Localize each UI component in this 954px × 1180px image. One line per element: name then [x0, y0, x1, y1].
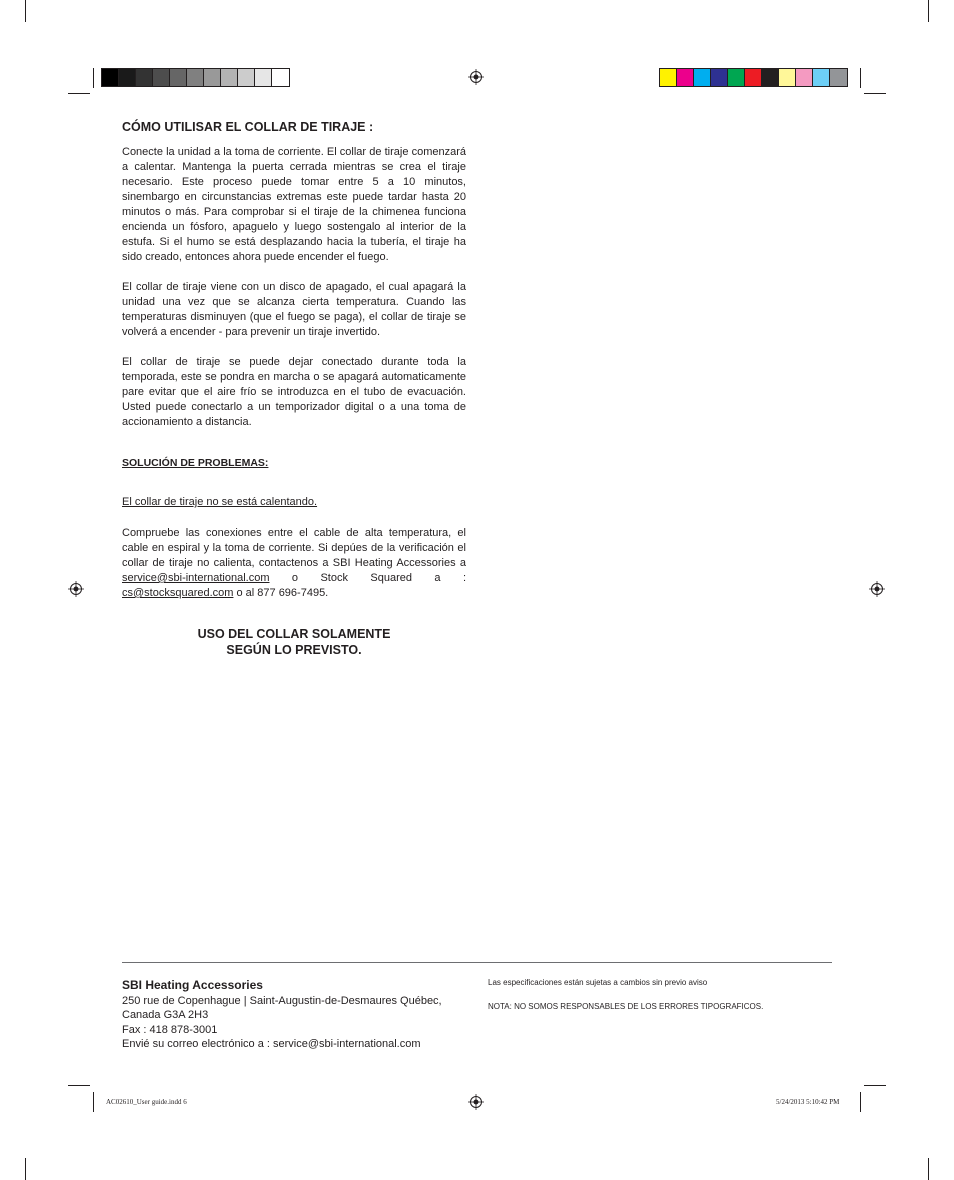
grayscale-swatch-0: [102, 69, 119, 86]
registration-mark-icon: [468, 1094, 484, 1110]
grayscale-color-bar: [101, 68, 290, 87]
registration-mark-icon: [869, 581, 885, 597]
process-swatch-5: [745, 69, 762, 86]
troubleshooting-title: SOLUCIÓN DE PROBLEMAS:: [122, 457, 269, 469]
crop-mark: [25, 0, 26, 22]
typo-disclaimer: NOTA: NO SOMOS RESPONSABLES DE LOS ERRORES TIPOGRAFICOS.: [488, 1002, 764, 1011]
grayscale-swatch-5: [187, 69, 204, 86]
process-swatch-8: [796, 69, 813, 86]
timestamp-slug: 5/24/2013 5:10:42 PM: [776, 1098, 840, 1106]
registration-mark-icon: [468, 69, 484, 85]
grayscale-swatch-6: [204, 69, 221, 86]
address-line-2: Canada G3A 2H3: [122, 1009, 209, 1021]
grayscale-swatch-4: [170, 69, 187, 86]
grayscale-swatch-3: [153, 69, 170, 86]
crop-mark: [93, 68, 94, 88]
footer-divider: [122, 962, 832, 963]
crop-mark: [864, 1085, 886, 1086]
instructions-column: [122, 145, 466, 430]
legal-notes: [488, 978, 828, 1012]
troubleshooting-text-middle: o Stock Squared a :: [269, 572, 466, 584]
paragraph-season-use: El collar de tiraje se puede dejar conectado durante toda la temporada, este se pondra en marcha o se apagará automaticamente pare evitar que el aire frío se introduzca en el tubo de evacuación. Usted puede conectarlo a un temporizador digital o a una toma de accionamiento a distancia.: [122, 356, 466, 428]
process-swatch-9: [813, 69, 830, 86]
stocksquared-email-link[interactable]: cs@stocksquared.com: [122, 587, 234, 599]
crop-mark: [25, 1158, 26, 1180]
process-swatch-1: [677, 69, 694, 86]
issue-heading: El collar de tiraje no se está calentando.: [122, 496, 318, 508]
troubleshooting-column: [122, 526, 466, 601]
crop-mark: [68, 1085, 90, 1086]
notice-line-2: SEGÚN LO PREVISTO.: [226, 643, 362, 657]
grayscale-swatch-9: [255, 69, 272, 86]
section-title: CÓMO UTILISAR EL COLLAR DE TIRAJE :: [122, 120, 374, 134]
spec-change-note: Las especificaciones están sujetas a cambios sin previo aviso: [488, 978, 708, 987]
process-swatch-2: [694, 69, 711, 86]
company-info: [122, 978, 472, 1052]
process-color-bar: [659, 68, 848, 87]
grayscale-swatch-8: [238, 69, 255, 86]
crop-mark: [928, 0, 929, 22]
process-swatch-0: [660, 69, 677, 86]
registration-mark-icon: [68, 581, 84, 597]
intended-use-notice: [122, 626, 466, 658]
crop-mark: [860, 1092, 861, 1112]
grayscale-swatch-10: [272, 69, 289, 86]
crop-mark: [864, 93, 886, 94]
troubleshooting-paragraph: [122, 526, 466, 601]
company-name: SBI Heating Accessories: [122, 978, 263, 992]
address-line-1: 250 rue de Copenhague | Saint-Augustin-de-Desmaures Québec,: [122, 994, 442, 1007]
troubleshooting-text: Compruebe las conexiones entre el cable de alta temperatura, el cable en espiral y la toma de corriente. Si depúes de la verificación el collar de tiraje no calienta, contactenos a SBI Heating Accessories a: [122, 527, 466, 569]
troubleshooting-issue: [122, 495, 466, 510]
crop-mark: [860, 68, 861, 88]
process-swatch-4: [728, 69, 745, 86]
file-slug: AC02610_User guide.indd 6: [106, 1098, 187, 1106]
service-email-link[interactable]: service@sbi-international.com: [122, 572, 270, 584]
process-swatch-7: [779, 69, 796, 86]
grayscale-swatch-2: [136, 69, 153, 86]
crop-mark: [928, 1158, 929, 1180]
paragraph-shutoff-disc: El collar de tiraje viene con un disco de apagado, el cual apagará la unidad una vez que se alcanza cierta temperatura. Cuando las temperaturas disminuyen (que el fuego se paga), el collar de tiraje se volverá a encender - para prevenir un tiraje invertido.: [122, 281, 466, 338]
process-swatch-10: [830, 69, 847, 86]
phone-text: o al 877 696-7495.: [233, 587, 329, 599]
contact-email: Envié su correo electrónico a : service@sbi-international.com: [122, 1038, 421, 1050]
crop-mark: [68, 93, 90, 94]
fax-number: Fax : 418 878-3001: [122, 1023, 218, 1036]
grayscale-swatch-1: [119, 69, 136, 86]
grayscale-swatch-7: [221, 69, 238, 86]
notice-line-1: USO DEL COLLAR SOLAMENTE: [197, 627, 391, 641]
crop-mark: [93, 1092, 94, 1112]
paragraph-connect: Conecte la unidad a la toma de corriente. El collar de tiraje comenzará a calentar. Mantenga la puerta cerrada mientras se crea el tiraje necesario. Este proceso puede tomar entre 5 a 10 minutos, sinembargo en circunstancias extremas este puede tardar hasta 20 minutos o más. Para comprobar si el tiraje de la chimenea funciona encienda un fósforo, apaguelo y luego sostengalo al interior de la estufa. Si el humo se está desplazando hacia la tubería, el tiraje ha sido creado, entonces ahora puede encender el fuego.: [122, 146, 466, 263]
process-swatch-3: [711, 69, 728, 86]
process-swatch-6: [762, 69, 779, 86]
